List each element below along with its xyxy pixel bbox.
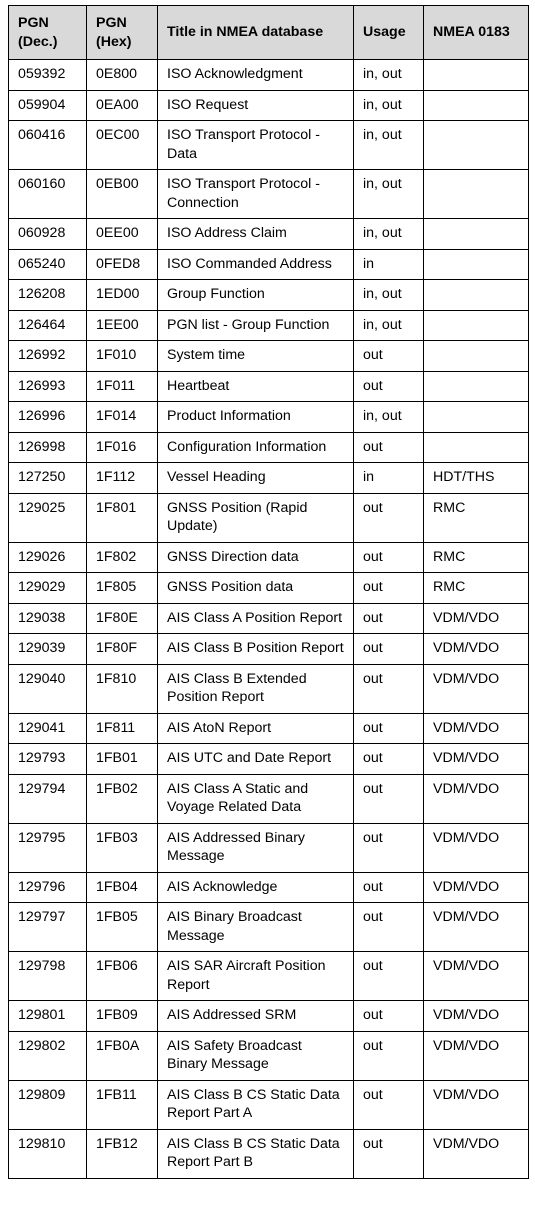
cell-nmea-0183: VDM/VDO: [424, 872, 529, 903]
document-page: [8, 5, 528, 1179]
cell-pgn-dec: 065240: [9, 249, 87, 280]
cell-pgn-hex: 1FB02: [87, 774, 158, 823]
cell-usage: out: [354, 603, 424, 634]
cell-title: PGN list - Group Function: [158, 310, 354, 341]
cell-pgn-hex: 1F014: [87, 402, 158, 433]
cell-pgn-dec: 059904: [9, 90, 87, 121]
table-row: [9, 1001, 529, 1032]
cell-pgn-dec: 060928: [9, 219, 87, 250]
cell-pgn-dec: 129038: [9, 603, 87, 634]
cell-pgn-hex: 1ED00: [87, 280, 158, 311]
cell-nmea-0183: RMC: [424, 542, 529, 573]
cell-pgn-hex: 0EC00: [87, 121, 158, 170]
cell-nmea-0183: [424, 341, 529, 372]
cell-pgn-hex: 1FB11: [87, 1080, 158, 1129]
cell-title: AIS AtoN Report: [158, 713, 354, 744]
cell-title: AIS Class B Position Report: [158, 634, 354, 665]
table-row: [9, 60, 529, 91]
cell-pgn-hex: 0EE00: [87, 219, 158, 250]
cell-pgn-dec: 126208: [9, 280, 87, 311]
cell-nmea-0183: [424, 280, 529, 311]
cell-pgn-hex: 1F801: [87, 493, 158, 542]
cell-pgn-hex: 1FB04: [87, 872, 158, 903]
cell-title: AIS Class B CS Static Data Report Part A: [158, 1080, 354, 1129]
cell-nmea-0183: [424, 219, 529, 250]
cell-nmea-0183: VDM/VDO: [424, 823, 529, 872]
cell-title: AIS Addressed Binary Message: [158, 823, 354, 872]
cell-pgn-dec: 126996: [9, 402, 87, 433]
table-row: [9, 872, 529, 903]
cell-pgn-dec: 129810: [9, 1129, 87, 1178]
cell-nmea-0183: VDM/VDO: [424, 634, 529, 665]
cell-usage: out: [354, 341, 424, 372]
table-row: [9, 1080, 529, 1129]
cell-nmea-0183: [424, 310, 529, 341]
cell-nmea-0183: VDM/VDO: [424, 952, 529, 1001]
cell-usage: out: [354, 664, 424, 713]
table-row: [9, 432, 529, 463]
cell-nmea-0183: [424, 121, 529, 170]
cell-pgn-hex: 1FB12: [87, 1129, 158, 1178]
table-row: [9, 90, 529, 121]
cell-title: GNSS Direction data: [158, 542, 354, 573]
table-row: [9, 603, 529, 634]
table-row: [9, 341, 529, 372]
cell-nmea-0183: VDM/VDO: [424, 1031, 529, 1080]
cell-usage: out: [354, 1031, 424, 1080]
cell-title: ISO Request: [158, 90, 354, 121]
cell-pgn-dec: 129802: [9, 1031, 87, 1080]
cell-pgn-hex: 1F80F: [87, 634, 158, 665]
cell-nmea-0183: [424, 371, 529, 402]
table-body: [9, 60, 529, 1179]
cell-pgn-hex: 1FB03: [87, 823, 158, 872]
table-row: [9, 121, 529, 170]
pgn-table: [8, 5, 529, 1179]
cell-nmea-0183: VDM/VDO: [424, 744, 529, 775]
cell-pgn-dec: 129801: [9, 1001, 87, 1032]
cell-usage: out: [354, 744, 424, 775]
cell-pgn-hex: 1F016: [87, 432, 158, 463]
cell-pgn-dec: 129025: [9, 493, 87, 542]
cell-pgn-dec: 129809: [9, 1080, 87, 1129]
cell-pgn-dec: 129798: [9, 952, 87, 1001]
cell-nmea-0183: VDM/VDO: [424, 1080, 529, 1129]
cell-nmea-0183: HDT/THS: [424, 463, 529, 494]
table-row: [9, 1129, 529, 1178]
cell-pgn-hex: 1EE00: [87, 310, 158, 341]
table-header-row: [9, 6, 529, 60]
cell-usage: out: [354, 493, 424, 542]
cell-pgn-dec: 129796: [9, 872, 87, 903]
table-row: [9, 903, 529, 952]
header-nmea-0183: NMEA 0183: [424, 6, 529, 60]
cell-usage: out: [354, 774, 424, 823]
cell-usage: out: [354, 432, 424, 463]
cell-pgn-hex: 1F811: [87, 713, 158, 744]
cell-pgn-hex: 1FB01: [87, 744, 158, 775]
cell-nmea-0183: VDM/VDO: [424, 903, 529, 952]
table-row: [9, 713, 529, 744]
cell-pgn-hex: 1FB05: [87, 903, 158, 952]
cell-usage: in, out: [354, 121, 424, 170]
cell-pgn-hex: 0E800: [87, 60, 158, 91]
table-row: [9, 1031, 529, 1080]
cell-nmea-0183: RMC: [424, 493, 529, 542]
cell-pgn-dec: 126998: [9, 432, 87, 463]
cell-pgn-dec: 129795: [9, 823, 87, 872]
cell-usage: out: [354, 872, 424, 903]
table-row: [9, 952, 529, 1001]
cell-title: AIS Addressed SRM: [158, 1001, 354, 1032]
cell-pgn-hex: 1FB09: [87, 1001, 158, 1032]
cell-pgn-dec: 129797: [9, 903, 87, 952]
table-row: [9, 744, 529, 775]
cell-nmea-0183: VDM/VDO: [424, 713, 529, 744]
cell-nmea-0183: VDM/VDO: [424, 1001, 529, 1032]
cell-usage: out: [354, 823, 424, 872]
cell-title: ISO Transport Protocol - Data: [158, 121, 354, 170]
cell-nmea-0183: VDM/VDO: [424, 664, 529, 713]
cell-nmea-0183: VDM/VDO: [424, 1129, 529, 1178]
table-row: [9, 219, 529, 250]
cell-nmea-0183: [424, 249, 529, 280]
cell-usage: in, out: [354, 402, 424, 433]
table-row: [9, 371, 529, 402]
cell-pgn-dec: 060416: [9, 121, 87, 170]
cell-nmea-0183: [424, 170, 529, 219]
cell-nmea-0183: RMC: [424, 573, 529, 604]
cell-title: AIS Acknowledge: [158, 872, 354, 903]
cell-title: Product Information: [158, 402, 354, 433]
cell-title: ISO Acknowledgment: [158, 60, 354, 91]
cell-usage: in, out: [354, 219, 424, 250]
cell-usage: in, out: [354, 280, 424, 311]
cell-pgn-dec: 126464: [9, 310, 87, 341]
cell-usage: out: [354, 542, 424, 573]
cell-usage: out: [354, 371, 424, 402]
cell-pgn-dec: 127250: [9, 463, 87, 494]
table-row: [9, 170, 529, 219]
header-pgn-dec: PGN (Dec.): [9, 6, 87, 60]
table-row: [9, 634, 529, 665]
header-pgn-hex: PGN (Hex): [87, 6, 158, 60]
cell-title: GNSS Position data: [158, 573, 354, 604]
cell-usage: out: [354, 1129, 424, 1178]
cell-title: Heartbeat: [158, 371, 354, 402]
cell-title: AIS Class A Position Report: [158, 603, 354, 634]
cell-pgn-hex: 1F011: [87, 371, 158, 402]
table-row: [9, 310, 529, 341]
cell-pgn-hex: 1F112: [87, 463, 158, 494]
cell-pgn-hex: 0EB00: [87, 170, 158, 219]
cell-title: ISO Commanded Address: [158, 249, 354, 280]
cell-usage: out: [354, 713, 424, 744]
cell-usage: out: [354, 1080, 424, 1129]
cell-title: AIS UTC and Date Report: [158, 744, 354, 775]
cell-pgn-hex: 1F810: [87, 664, 158, 713]
cell-pgn-dec: 129040: [9, 664, 87, 713]
cell-pgn-dec: 126993: [9, 371, 87, 402]
cell-pgn-dec: 129029: [9, 573, 87, 604]
cell-title: GNSS Position (Rapid Update): [158, 493, 354, 542]
table-row: [9, 463, 529, 494]
cell-usage: in, out: [354, 170, 424, 219]
cell-usage: out: [354, 903, 424, 952]
table-row: [9, 493, 529, 542]
cell-pgn-dec: 129041: [9, 713, 87, 744]
cell-usage: out: [354, 952, 424, 1001]
table-row: [9, 280, 529, 311]
cell-usage: in, out: [354, 60, 424, 91]
cell-pgn-dec: 129793: [9, 744, 87, 775]
cell-title: ISO Transport Protocol - Connection: [158, 170, 354, 219]
cell-usage: in: [354, 249, 424, 280]
cell-pgn-dec: 129794: [9, 774, 87, 823]
cell-usage: out: [354, 573, 424, 604]
cell-title: AIS Binary Broadcast Message: [158, 903, 354, 952]
cell-pgn-hex: 1FB06: [87, 952, 158, 1001]
cell-nmea-0183: [424, 402, 529, 433]
cell-nmea-0183: [424, 90, 529, 121]
cell-usage: in: [354, 463, 424, 494]
table-row: [9, 823, 529, 872]
header-usage: Usage: [354, 6, 424, 60]
table-row: [9, 664, 529, 713]
table-row: [9, 249, 529, 280]
cell-pgn-dec: 059392: [9, 60, 87, 91]
cell-title: AIS Safety Broadcast Binary Message: [158, 1031, 354, 1080]
header-title: Title in NMEA database: [158, 6, 354, 60]
cell-pgn-hex: 1F802: [87, 542, 158, 573]
cell-usage: out: [354, 1001, 424, 1032]
cell-usage: in, out: [354, 310, 424, 341]
cell-pgn-hex: 0EA00: [87, 90, 158, 121]
cell-nmea-0183: [424, 432, 529, 463]
cell-usage: in, out: [354, 90, 424, 121]
cell-title: Vessel Heading: [158, 463, 354, 494]
cell-nmea-0183: [424, 60, 529, 91]
cell-title: System time: [158, 341, 354, 372]
cell-pgn-dec: 129026: [9, 542, 87, 573]
cell-pgn-dec: 126992: [9, 341, 87, 372]
table-row: [9, 542, 529, 573]
cell-pgn-hex: 0FED8: [87, 249, 158, 280]
cell-nmea-0183: VDM/VDO: [424, 603, 529, 634]
cell-pgn-hex: 1F805: [87, 573, 158, 604]
cell-pgn-dec: 060160: [9, 170, 87, 219]
table-row: [9, 402, 529, 433]
cell-title: AIS Class B Extended Position Report: [158, 664, 354, 713]
cell-usage: out: [354, 634, 424, 665]
cell-title: AIS SAR Aircraft Position Report: [158, 952, 354, 1001]
cell-title: AIS Class A Static and Voyage Related Data: [158, 774, 354, 823]
cell-title: Configuration Information: [158, 432, 354, 463]
cell-nmea-0183: VDM/VDO: [424, 774, 529, 823]
cell-pgn-hex: 1FB0A: [87, 1031, 158, 1080]
cell-pgn-hex: 1F80E: [87, 603, 158, 634]
cell-title: Group Function: [158, 280, 354, 311]
cell-title: AIS Class B CS Static Data Report Part B: [158, 1129, 354, 1178]
cell-pgn-dec: 129039: [9, 634, 87, 665]
table-row: [9, 573, 529, 604]
cell-title: ISO Address Claim: [158, 219, 354, 250]
cell-pgn-hex: 1F010: [87, 341, 158, 372]
table-row: [9, 774, 529, 823]
